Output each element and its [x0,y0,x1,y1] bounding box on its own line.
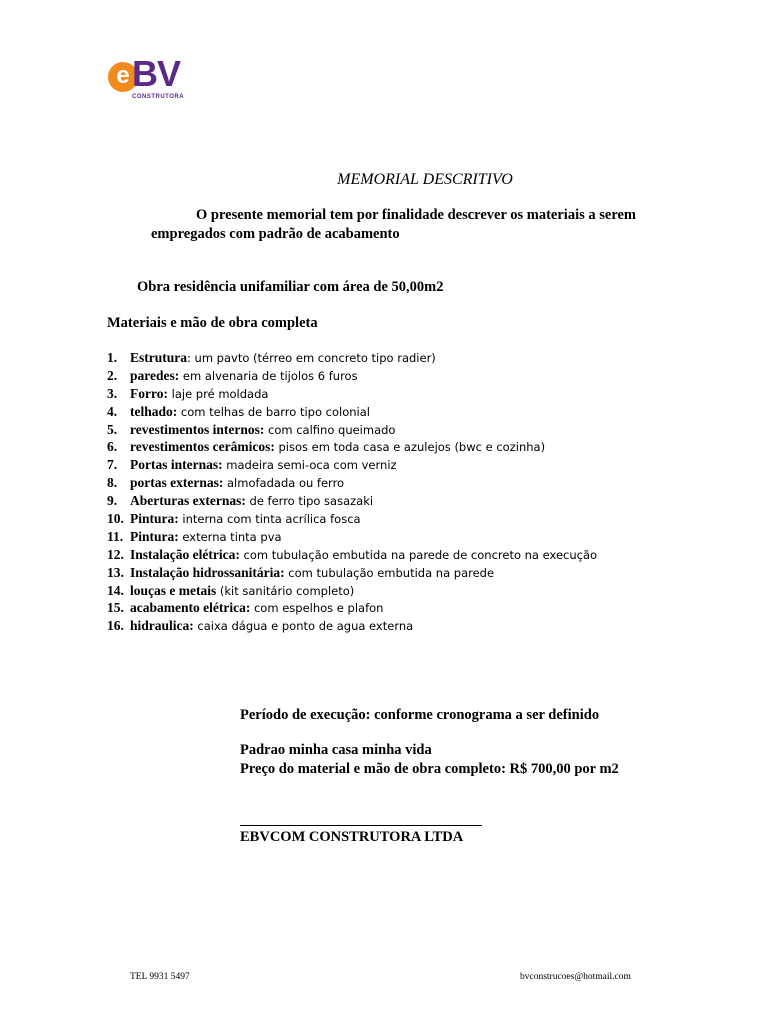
company-name: EBVCOM CONSTRUTORA LTDA [240,829,464,845]
list-item: 4. telhado: com telhas de barro tipo colonial [107,403,370,419]
signature-line [240,825,482,826]
footer-phone: TEL 9931 5497 [130,972,190,982]
list-item: 12. Instalação elétrica: com tubulação embutida na parede de concreto na execução [107,546,598,562]
document-title: MEMORIAL DESCRITIVO [337,171,513,188]
footer-email: bvconstrucoes@hotmail.com [520,972,631,982]
list-item: 2. paredes: em alvenaria de tijolos 6 furos [107,367,358,383]
logo-e-mark: e [108,62,138,92]
execution-period: Período de execução: conforme cronograma a ser definido [240,707,600,723]
logo-subtitle: CONSTRUTORA [132,94,185,100]
list-item: 14. louças e metais (kit sanitário completo) [107,582,355,598]
materials-heading: Materiais e mão de obra completa [107,315,318,331]
standard-program: Padrao minha casa minha vida [240,742,432,758]
list-item: 7. Portas internas: madeira semi-oca com verniz [107,457,397,473]
intro-line-2: empregados com padrão de acabamento [151,226,400,242]
list-item: 9. Aberturas externas: de ferro tipo sasazaki [107,493,374,509]
company-logo [108,53,198,104]
list-item: 3. Forro: laje pré moldada [107,385,269,401]
price-statement: Preço do material e mão de obra completo: R$ 700,00 por m2 [240,761,619,777]
list-item: 10. Pintura: interna com tinta acrílica fosca [107,511,361,527]
list-item: 6. revestimentos cerâmicos: pisos em toda casa e azulejos (bwc e cozinha) [107,439,546,455]
intro-line-1: O presente memorial tem por finalidade descrever os materiais a serem [196,207,637,223]
list-item: 13. Instalação hidrossanitária: com tubulação embutida na parede [107,564,495,580]
list-item: 1. Estrutura: um pavto (térreo em concreto tipo radier) [107,350,436,365]
obra-description: Obra residência unifamiliar com área de 50,00m2 [137,279,444,295]
list-item: 8. portas externas: almofadada ou ferro [107,475,345,491]
list-item: 16. hidraulica: caixa dágua e ponto de agua externa [107,618,414,634]
materials-list [107,349,597,635]
list-item: 15. acabamento elétrica: com espelhos e plafon [107,600,384,616]
logo-bv-text: BV [132,53,181,94]
list-item: 11. Pintura: externa tinta pva [107,528,282,544]
list-item: 5. revestimentos internos: com calfino queimado [107,421,396,437]
